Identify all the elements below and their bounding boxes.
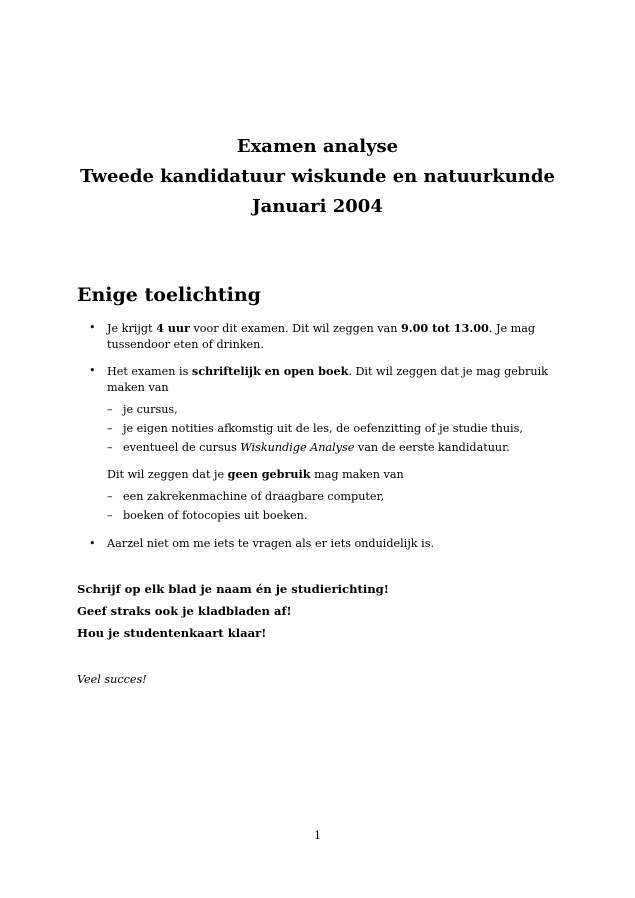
- bullet-duration-text-2: voor dit examen. Dit wil zeggen van: [189, 322, 401, 335]
- title-line-2: Tweede kandidatuur wiskunde en natuurkunde: [80, 166, 555, 187]
- bullet-duration-text-3: . Je mag tussendoor eten of drinken.: [107, 322, 536, 351]
- dash-icon: –: [107, 422, 113, 435]
- dash-icon: –: [107, 509, 113, 522]
- bullet-open-book-text-1: Het examen is: [107, 365, 192, 378]
- not-allowed-item: [77, 489, 587, 505]
- allowed-item-text-a: eventueel de cursus: [123, 441, 241, 454]
- not-allowed-intro-text-2: mag maken van: [310, 468, 404, 481]
- not-allowed-item: [77, 508, 587, 524]
- duration-value: 4 uur: [156, 321, 190, 335]
- dash-icon: –: [107, 490, 113, 503]
- bullet-open-book: [77, 363, 587, 396]
- closing-notes: [77, 578, 389, 644]
- section-heading: Enige toelichting: [77, 284, 261, 306]
- allowed-item: [77, 421, 587, 437]
- bullet-duration: [77, 320, 587, 353]
- bullet-icon: •: [89, 321, 96, 334]
- bullet-open-book-text-2: . Dit wil zeggen dat je mag gebruik maken van: [107, 365, 548, 394]
- closing-line-3: Hou je studentenkaart klaar!: [77, 626, 267, 640]
- closing-line-1: Schrijf op elk blad je naam én je studierichting!: [77, 582, 389, 596]
- allowed-item-text: je eigen notities afkomstig uit de les, de oefenzitting of je studie thuis,: [123, 422, 523, 435]
- dash-icon: –: [107, 441, 113, 454]
- time-range: 9.00 tot 13.00: [400, 321, 489, 335]
- title-line-1: Examen analyse: [236, 136, 399, 157]
- no-use-label: geen gebruik: [227, 467, 311, 481]
- bullet-questions-text: Aarzel niet om me iets te vragen als er iets onduidelijk is.: [107, 537, 434, 550]
- allowed-item: [77, 402, 587, 418]
- allowed-item: [77, 440, 587, 456]
- not-allowed-intro: [77, 466, 587, 483]
- bullet-questions: [77, 536, 587, 552]
- not-allowed-intro-text-1: Dit wil zeggen dat je: [107, 468, 228, 481]
- exam-type: schriftelijk en open boek: [191, 364, 349, 378]
- course-title: Wiskundige Analyse: [240, 441, 355, 454]
- dash-icon: –: [107, 403, 113, 416]
- title-line-3: Januari 2004: [252, 196, 383, 217]
- allowed-item-text: je cursus,: [123, 403, 178, 416]
- not-allowed-item-text: boeken of fotocopies uit boeken.: [123, 509, 308, 522]
- bullet-duration-text-1: Je krijgt: [107, 322, 157, 335]
- instructions-body: [77, 320, 587, 552]
- closing-line-2: Geef straks ook je kladbladen af!: [77, 604, 292, 618]
- title-block: [0, 132, 635, 222]
- bullet-icon: •: [89, 364, 96, 377]
- bullet-icon: •: [89, 537, 96, 550]
- allowed-item-text-b: van de eerste kandidatuur.: [354, 441, 510, 454]
- not-allowed-item-text: een zakrekenmachine of draagbare computer,: [123, 490, 385, 503]
- not-allowed-list: [77, 489, 587, 524]
- allowed-list: [77, 402, 587, 456]
- page-number: 1: [313, 829, 322, 842]
- good-luck-text: Veel succes!: [77, 673, 147, 686]
